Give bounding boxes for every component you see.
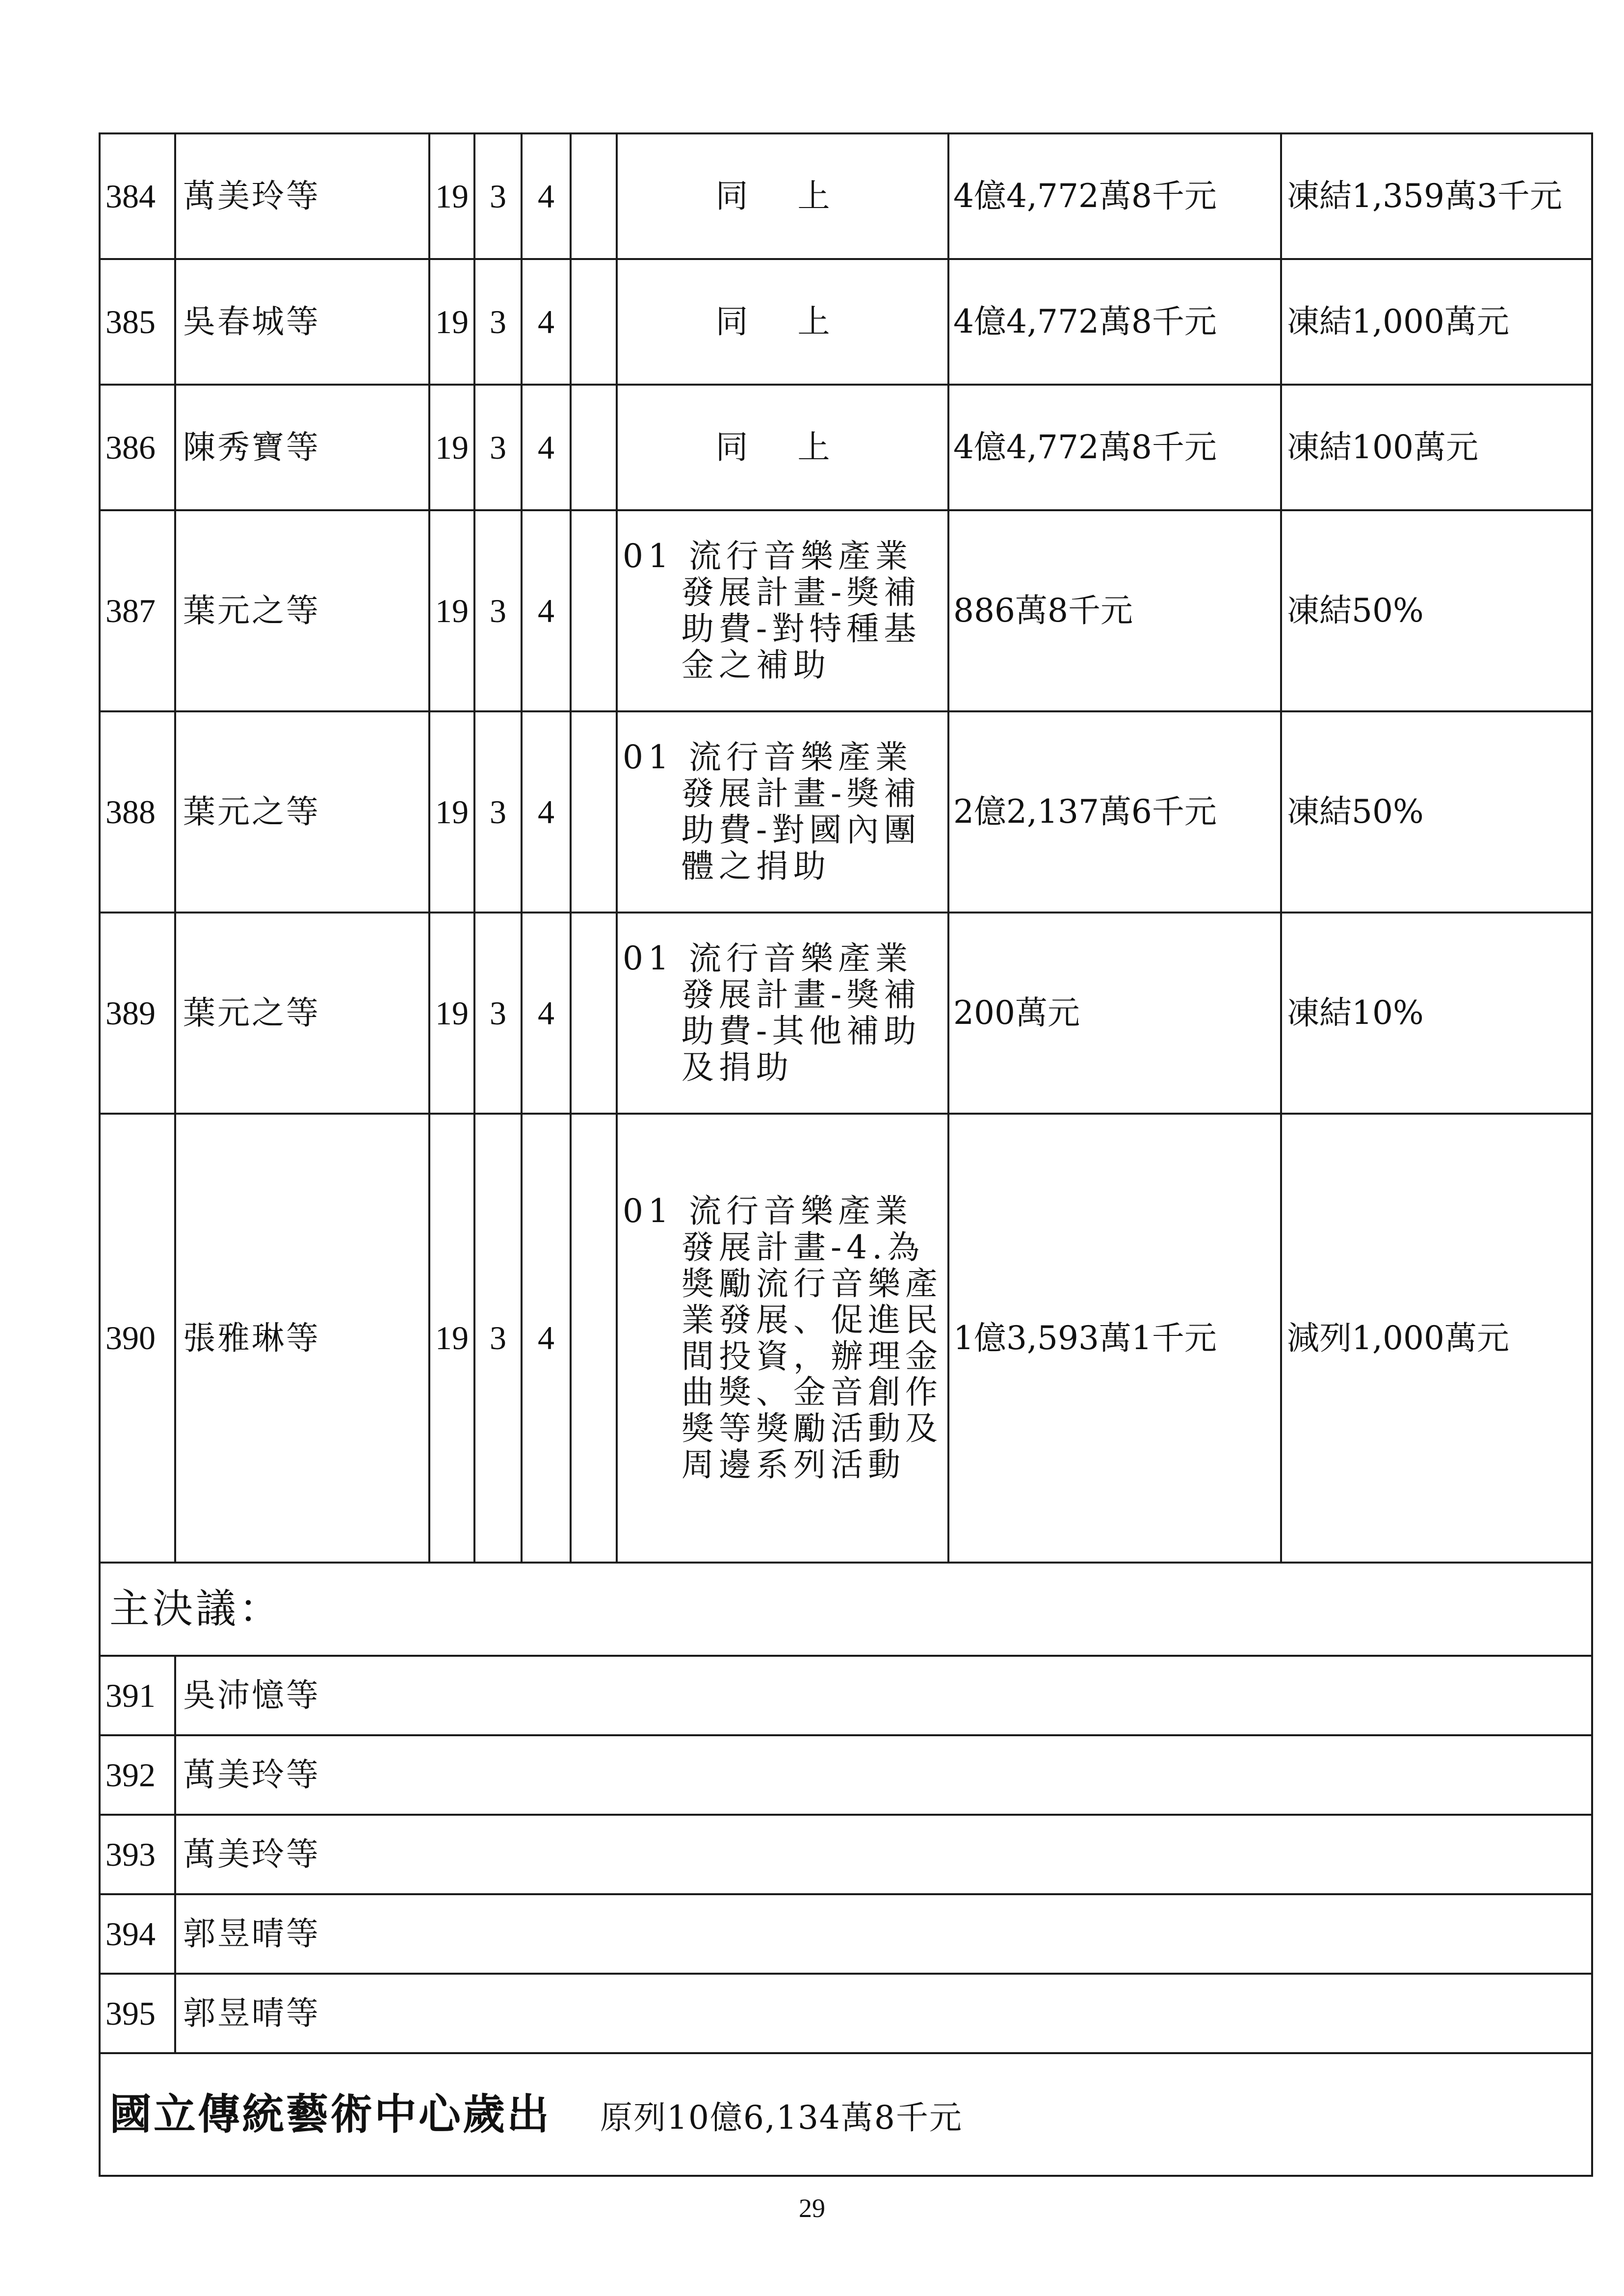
main-resolution-heading: 主決議： (100, 1563, 1592, 1656)
proposer: 萬美玲等 (175, 1815, 1592, 1894)
code-3: 4 (522, 259, 571, 385)
proposer: 葉元之等 (175, 510, 429, 711)
row-number: 385 (100, 259, 175, 385)
code-1: 19 (429, 133, 474, 259)
row-number: 384 (100, 133, 175, 259)
proposer: 萬美玲等 (175, 1735, 1592, 1815)
budget-item: 01 流行音樂產業發展計畫-獎補助費-對特種基金之補助 (623, 537, 921, 684)
table-row (100, 385, 1592, 510)
code-3: 4 (522, 385, 571, 510)
code-2: 3 (474, 510, 522, 711)
proposer: 吳沛憶等 (175, 1656, 1592, 1735)
code-1: 19 (429, 385, 474, 510)
code-1: 19 (429, 711, 474, 913)
code-2: 3 (474, 1114, 522, 1563)
table-row (100, 711, 1592, 913)
budget-item: 同 上 (617, 259, 948, 385)
code-2: 3 (474, 133, 522, 259)
row-number: 390 (100, 1114, 175, 1563)
budget-item: 01 流行音樂產業發展計畫-獎補助費-其他補助及捐助 (623, 939, 921, 1086)
row-number: 394 (100, 1894, 175, 1974)
code-2: 3 (474, 913, 522, 1114)
budget-amount: 886萬8千元 (948, 510, 1281, 711)
proposer: 郭昱晴等 (175, 1974, 1592, 2053)
budget-item-cell (617, 1114, 948, 1563)
section-title-cell (100, 2053, 1592, 2176)
budget-item: 01 流行音樂產業發展計畫-獎補助費-對國內團體之捐助 (623, 738, 921, 885)
code-3: 4 (522, 1114, 571, 1563)
budget-amount: 4億4,772萬8千元 (948, 133, 1281, 259)
resolution-remark: 凍結1,000萬元 (1281, 259, 1592, 385)
proposer: 萬美玲等 (175, 133, 429, 259)
table-row (100, 1974, 1592, 2053)
row-number: 386 (100, 385, 175, 510)
code-3: 4 (522, 711, 571, 913)
table-row (100, 133, 1592, 259)
code-4 (571, 711, 617, 913)
table-row (100, 1815, 1592, 1894)
code-2: 3 (474, 259, 522, 385)
proposer: 郭昱晴等 (175, 1894, 1592, 1974)
code-3: 4 (522, 913, 571, 1114)
row-number: 392 (100, 1735, 175, 1815)
budget-amount: 2億2,137萬6千元 (948, 711, 1281, 913)
table-row (100, 510, 1592, 711)
budget-item-cell (617, 913, 948, 1114)
code-3: 4 (522, 133, 571, 259)
code-4 (571, 133, 617, 259)
row-number: 395 (100, 1974, 175, 2053)
code-1: 19 (429, 913, 474, 1114)
budget-item: 同 上 (617, 385, 948, 510)
section-title: 國立傳統藝術中心歲出 (109, 2089, 551, 2139)
table-row (100, 1656, 1592, 1735)
code-4 (571, 1114, 617, 1563)
table-row (100, 1894, 1592, 1974)
section-row (100, 1563, 1592, 1656)
section-title-row (100, 2053, 1592, 2176)
resolution-remark: 凍結10% (1281, 913, 1592, 1114)
proposer: 葉元之等 (175, 711, 429, 913)
budget-amount: 1億3,593萬1千元 (948, 1114, 1281, 1563)
table-row (100, 259, 1592, 385)
original-budget: 原列10億6,134萬8千元 (600, 2098, 963, 2137)
page-number: 29 (799, 2193, 825, 2223)
code-1: 19 (429, 510, 474, 711)
resolution-remark: 減列1,000萬元 (1281, 1114, 1592, 1563)
row-number: 393 (100, 1815, 175, 1894)
code-3: 4 (522, 510, 571, 711)
code-4 (571, 385, 617, 510)
resolution-remark: 凍結50% (1281, 711, 1592, 913)
resolution-remark: 凍結1,359萬3千元 (1281, 133, 1592, 259)
code-1: 19 (429, 1114, 474, 1563)
code-2: 3 (474, 711, 522, 913)
proposer: 陳秀寶等 (175, 385, 429, 510)
budget-amount: 4億4,772萬8千元 (948, 385, 1281, 510)
budget-amount: 200萬元 (948, 913, 1281, 1114)
code-1: 19 (429, 259, 474, 385)
row-number: 387 (100, 510, 175, 711)
code-4 (571, 259, 617, 385)
proposer: 吳春城等 (175, 259, 429, 385)
code-4 (571, 510, 617, 711)
row-number: 389 (100, 913, 175, 1114)
resolution-remark: 凍結50% (1281, 510, 1592, 711)
proposer: 葉元之等 (175, 913, 429, 1114)
budget-item-cell (617, 711, 948, 913)
code-4 (571, 913, 617, 1114)
table-row (100, 1735, 1592, 1815)
table-row (100, 913, 1592, 1114)
budget-item-cell (617, 510, 948, 711)
row-number: 388 (100, 711, 175, 913)
budget-item: 01 流行音樂產業發展計畫-4.為獎勵流行音樂產業發展、促進民間投資，辦理金曲獎、金音創作獎等獎勵活動及周邊系列活動 (623, 1192, 943, 1484)
table-row (100, 1114, 1592, 1563)
proposer: 張雅琳等 (175, 1114, 429, 1563)
code-2: 3 (474, 385, 522, 510)
budget-amount: 4億4,772萬8千元 (948, 259, 1281, 385)
budget-table (99, 132, 1593, 2177)
budget-item: 同 上 (617, 133, 948, 259)
row-number: 391 (100, 1656, 175, 1735)
resolution-remark: 凍結100萬元 (1281, 385, 1592, 510)
